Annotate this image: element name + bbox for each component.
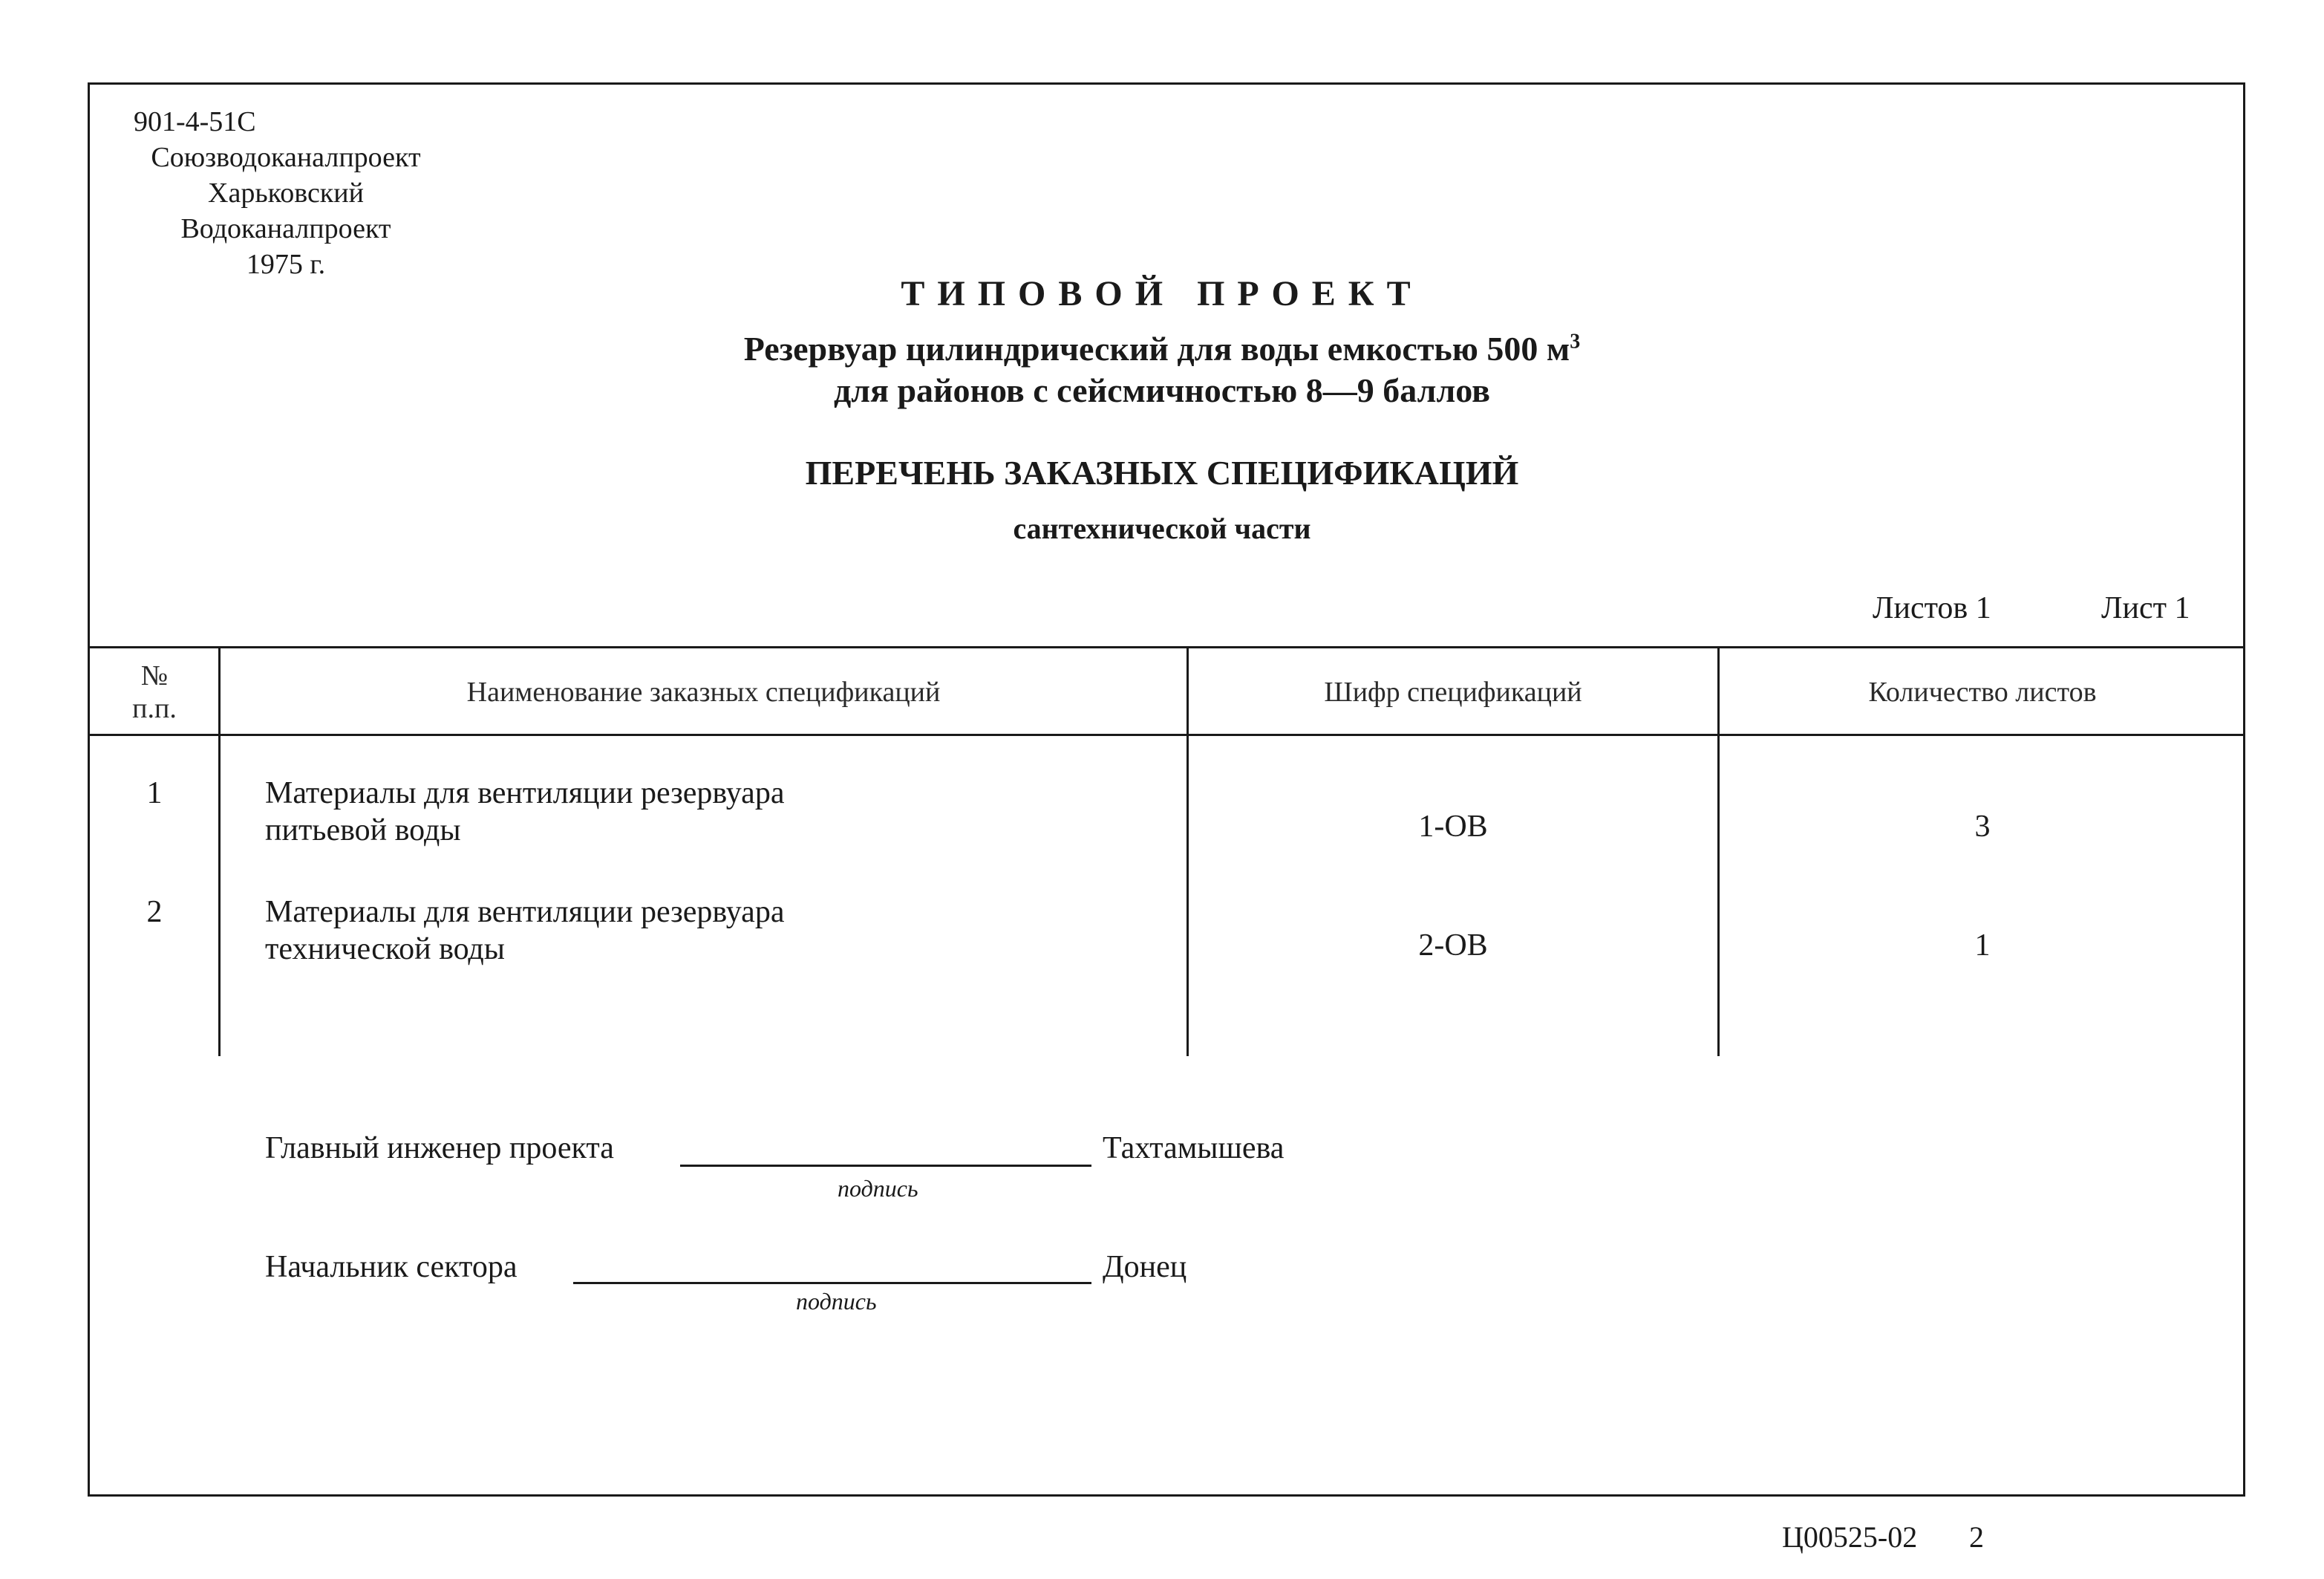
row1-code: 1-ОВ — [1418, 810, 1488, 844]
project-code: 901-4-51С — [134, 106, 256, 137]
row2-name-line1: Материалы для вентиляции резервуара — [265, 895, 785, 929]
signature-2-line — [573, 1282, 1091, 1284]
row1-name-line2: питьевой воды — [265, 813, 461, 847]
header-name: Наименование заказных спецификаций — [466, 677, 941, 708]
sheet-current: Лист 1 — [2101, 591, 2190, 625]
object-title-line1: Резервуар цилиндрический для воды емкостью 500 м — [743, 330, 1570, 368]
object-title-superscript: 3 — [1570, 330, 1581, 354]
signature-2-name: Донец — [1103, 1250, 1187, 1284]
header-count: Количество листов — [1868, 677, 2097, 708]
row2-number: 2 — [146, 895, 163, 929]
org-year: 1975 г. — [246, 249, 326, 280]
list-subtitle: сантехнической части — [1013, 512, 1311, 545]
object-title — [0, 328, 2324, 411]
header-code: Шифр спецификаций — [1324, 677, 1582, 708]
signature-1-line — [680, 1165, 1091, 1167]
signature-2-note: подпись — [796, 1288, 877, 1315]
signature-1-role: Главный инженер проекта — [265, 1131, 614, 1165]
header-number-sign: № — [140, 660, 169, 691]
row1-count: 3 — [1974, 810, 1991, 844]
row1-name — [265, 775, 784, 849]
footer-page: 2 — [1969, 1520, 1984, 1554]
row2-code: 2-ОВ — [1418, 928, 1488, 963]
signature-1-name: Тахтамышева — [1103, 1131, 1285, 1165]
list-title: ПЕРЕЧЕНЬ ЗАКАЗНЫХ СПЕЦИФИКАЦИЙ — [805, 454, 1519, 492]
row2-name-line2: технической воды — [265, 932, 506, 966]
row1-name-line1: Материалы для вентиляции резервуара — [265, 776, 785, 810]
signature-2-role: Начальник сектора — [265, 1250, 518, 1284]
org-name-line2: Харьковский — [208, 178, 364, 209]
footer-code: Ц00525-02 — [1782, 1520, 1918, 1554]
row2-name — [265, 893, 784, 968]
org-name-line3: Водоканалпроект — [180, 213, 391, 244]
signature-1-note: подпись — [838, 1175, 918, 1202]
table-header-bottom-line — [88, 734, 2245, 736]
org-name-line1: Союзводоканалпроект — [151, 142, 421, 173]
organization-block — [134, 104, 438, 282]
row2-count: 1 — [1974, 928, 1991, 963]
table-top-line — [88, 646, 2245, 648]
header-number — [111, 660, 198, 725]
object-title-line2: для районов с сейсмичностью 8—9 баллов — [834, 371, 1490, 409]
row1-number: 1 — [146, 776, 163, 810]
sheets-total: Листов 1 — [1873, 591, 1991, 625]
project-kind-heading: ТИПОВОЙ ПРОЕКТ — [901, 274, 1423, 313]
header-number-abbr: п.п. — [132, 693, 177, 724]
